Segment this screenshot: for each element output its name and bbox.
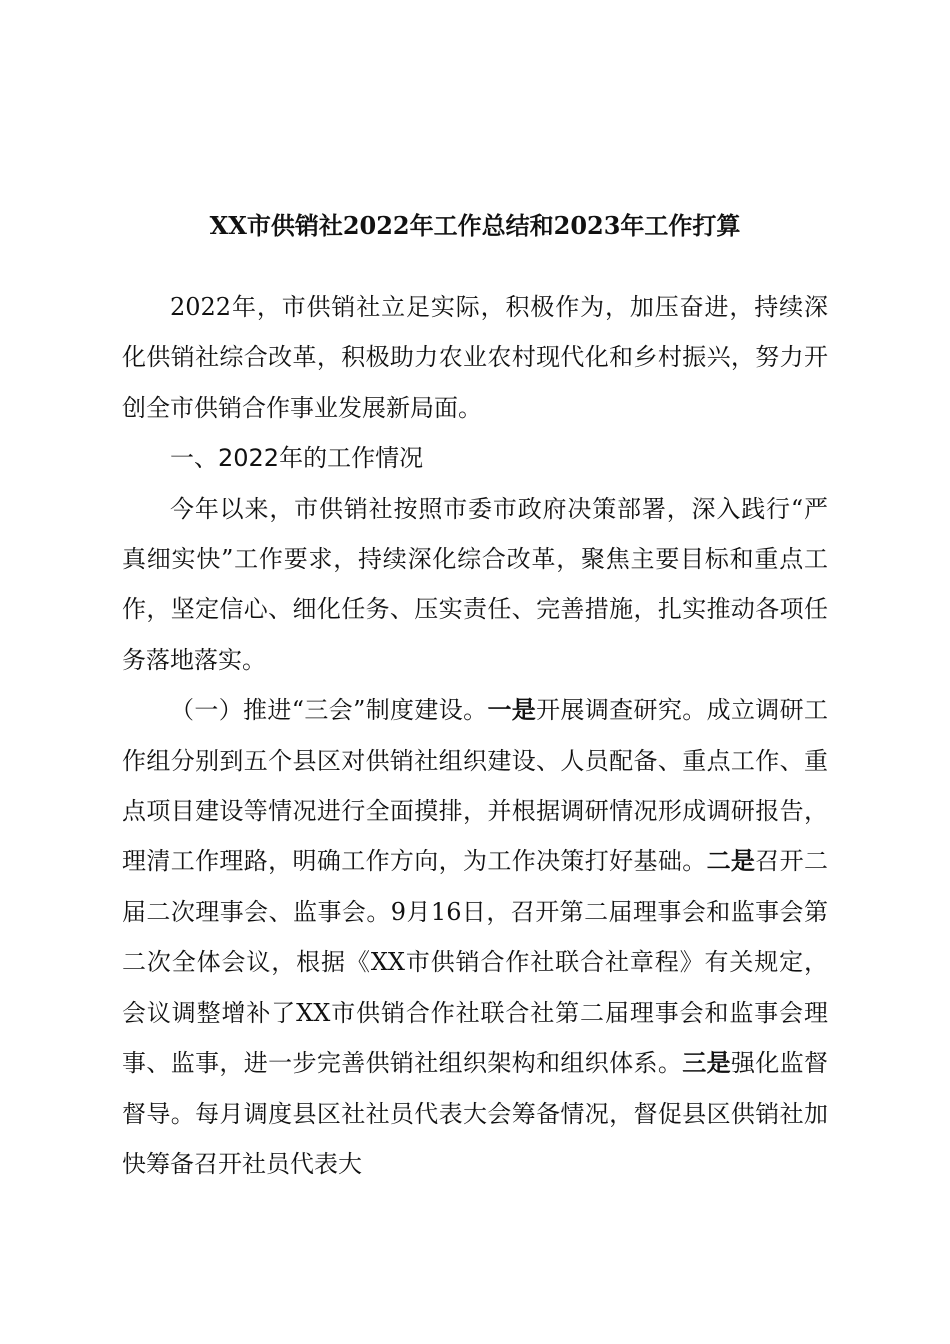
point-one-text: 开展调查研究。成立调研工作组分别到五个县区对供销社组织建设、人员配备、重点工作、重点项目建设等情况进行全面摸排，并根据调研情况形成调研报告，理清工作理路，明确工作方向，为工作决策打好基础。 <box>122 696 829 876</box>
subsection-heading: （一）推进“三会”制度建设。 <box>170 696 488 725</box>
document-body <box>122 282 828 1189</box>
section-heading: 一、2022年的工作情况 <box>170 444 424 473</box>
point-two-label: 二是 <box>706 847 756 876</box>
section-paragraph: 今年以来，市供销社按照市委市政府决策部署，深入践行“严真细实快”工作要求，持续深化综合改革，聚焦主要目标和重点工作，坚定信心、细化任务、压实责任、完善措施，扎实推动各项任务落地落实。 <box>122 494 828 674</box>
subsection-paragraph <box>122 685 828 1189</box>
intro-paragraph: 2022年，市供销社立足实际，积极作为，加压奋进，持续深化供销社综合改革，积极助力农业农村现代化和乡村振兴，努力开创全市供销合作事业发展新局面。 <box>122 293 828 422</box>
point-three-label: 三是 <box>682 1049 731 1078</box>
point-one-label: 一是 <box>487 696 537 725</box>
point-two-text: 召开二届二次理事会、监事会。9月16日，召开第二届理事会和监事会第二次全体会议，根据《XX市供销合作社联合社章程》有关规定，会议调整增补了XX市供销合作社联合社第二届理事会和监事会理事、监事，进一步完善供销社组织架构和组织体系。 <box>122 847 829 1078</box>
document-title: XX市供销社2022年工作总结和2023年工作打算 <box>209 211 741 240</box>
point-three-text: 强化监督督导。每月调度县区社社员代表大会筹备情况，督促县区供销社加快筹备召开社员代表大 <box>122 1049 829 1178</box>
